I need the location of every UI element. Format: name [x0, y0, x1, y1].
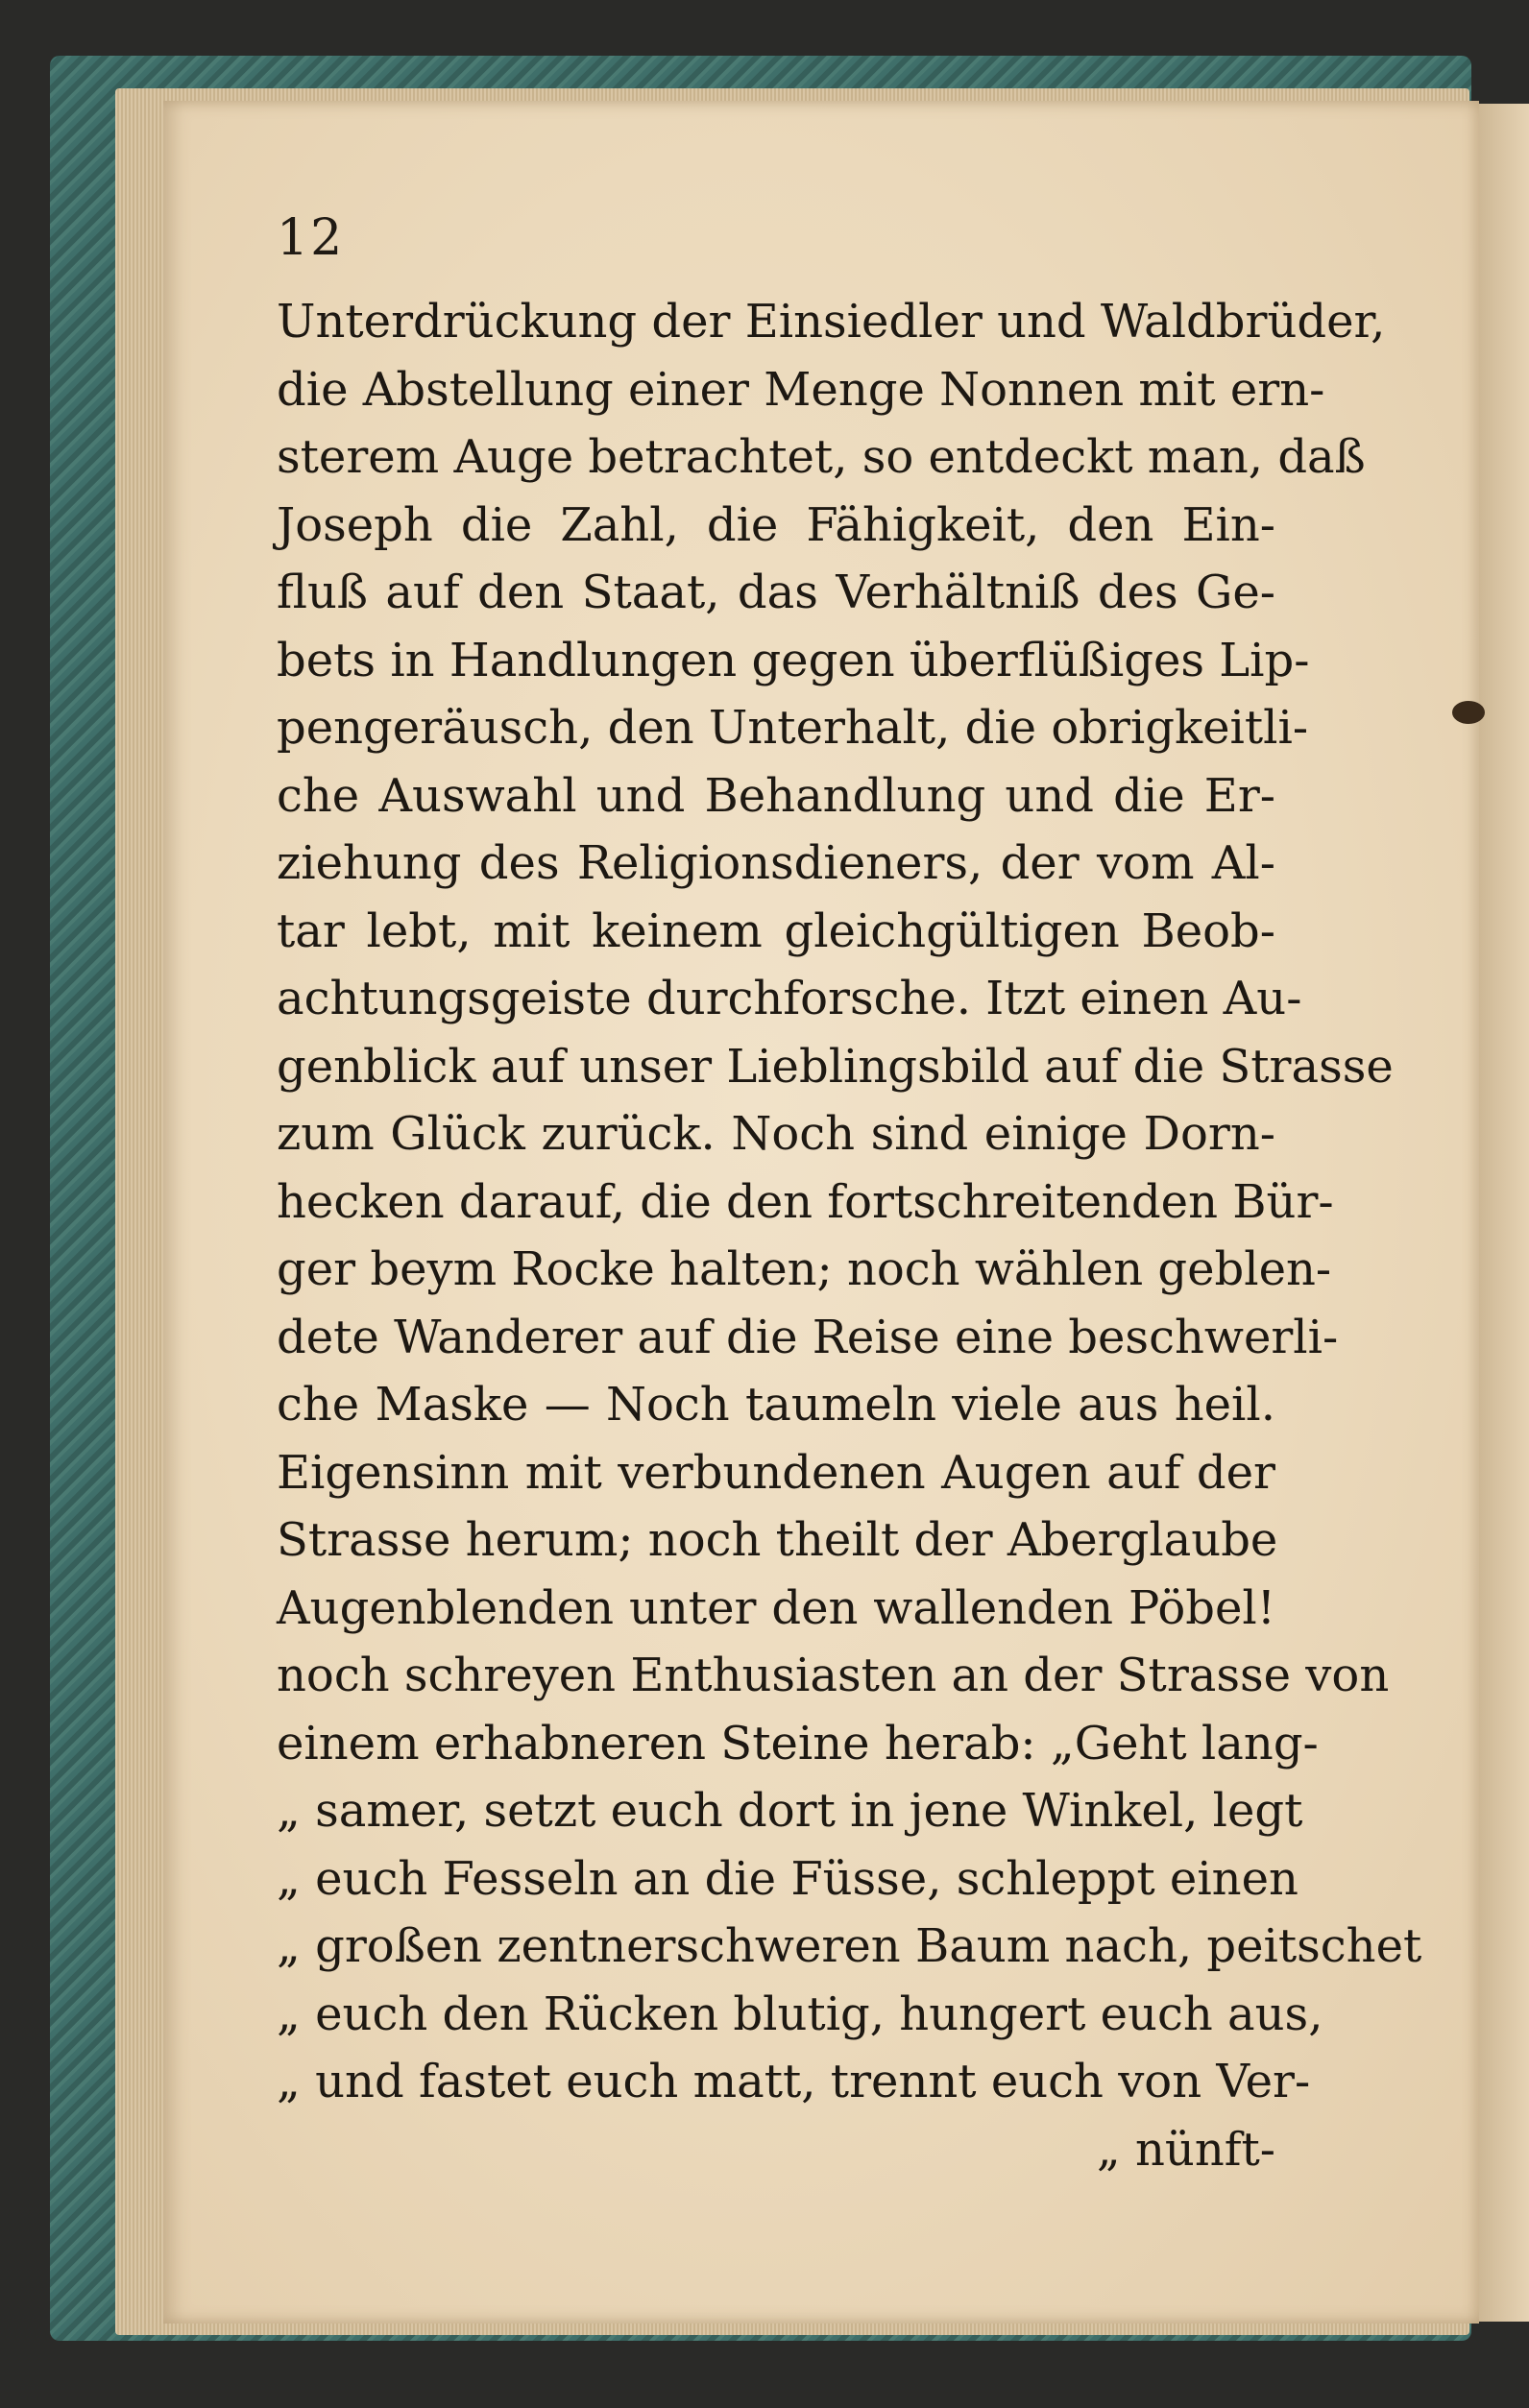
- text-line: einem erhabneren Steine herab: „Geht lang-: [277, 1716, 1319, 1770]
- text-line: Joseph die Zahl, die Fähigkeit, den Ein-: [277, 497, 1275, 552]
- body-text: [277, 288, 1422, 2183]
- text-line: „ euch den Rücken blutig, hungert euch aus,: [277, 1987, 1323, 2041]
- page-hole: [1452, 701, 1485, 724]
- facing-page-edge: [1474, 104, 1529, 2322]
- text-line: noch schreyen Enthusiasten an der Strasse von: [277, 1649, 1390, 1702]
- text-line: „ euch Fesseln an die Füsse, schleppt einen: [277, 1851, 1298, 1906]
- text-line: achtungsgeiste durchforsche. Itzt einen Au-: [277, 972, 1302, 1025]
- text-line: genblick auf unser Lieblingsbild auf die Strasse: [277, 1039, 1394, 1094]
- text-line: pengeräusch, den Unterhalt, die obrigkeitli-: [277, 701, 1309, 755]
- text-line: che Auswahl und Behandlung und die Er-: [277, 768, 1275, 823]
- text-line: Unterdrückung der Einsiedler und Waldbrüder,: [277, 295, 1386, 349]
- text-line: fluß auf den Staat, das Verhältniß des Ge-: [277, 566, 1275, 619]
- text-line: ger beym Rocke halten; noch wählen geblen-: [277, 1242, 1332, 1296]
- text-line: bets in Handlungen gegen überflüßiges Lip-: [277, 633, 1310, 687]
- text-line: „ großen zentnerschweren Baum nach, peitschet: [277, 1919, 1422, 1973]
- text-line: tar lebt, mit keinem gleichgültigen Beob-: [277, 903, 1275, 958]
- text-line: die Abstellung einer Menge Nonnen mit ern-: [277, 362, 1325, 417]
- text-line: „ samer, setzt euch dort in jene Winkel, legt: [277, 1784, 1303, 1838]
- text-line: dete Wanderer auf die Reise eine beschwerli-: [277, 1310, 1339, 1364]
- text-line: che Maske — Noch taumeln viele aus heil.: [277, 1378, 1275, 1432]
- page-number: 12: [277, 209, 345, 267]
- text-line: Augenblenden unter den wallenden Pöbel!: [277, 1580, 1275, 1635]
- text-line: zum Glück zurück. Noch sind einige Dorn-: [277, 1107, 1275, 1161]
- text-line: sterem Auge betrachtet, so entdeckt man, daß: [277, 430, 1366, 484]
- catchword: „ nünft-: [1096, 2122, 1275, 2177]
- text-line: ziehung des Religionsdieners, der vom Al-: [277, 836, 1275, 890]
- text-line: Strasse herum; noch theilt der Aberglaube: [277, 1513, 1278, 1567]
- text-line: „ und fastet euch matt, trennt euch von Ver-: [277, 2055, 1311, 2108]
- text-line: hecken darauf, die den fortschreitenden Bür-: [277, 1174, 1334, 1229]
- text-line: Eigensinn mit verbundenen Augen auf der: [277, 1445, 1275, 1500]
